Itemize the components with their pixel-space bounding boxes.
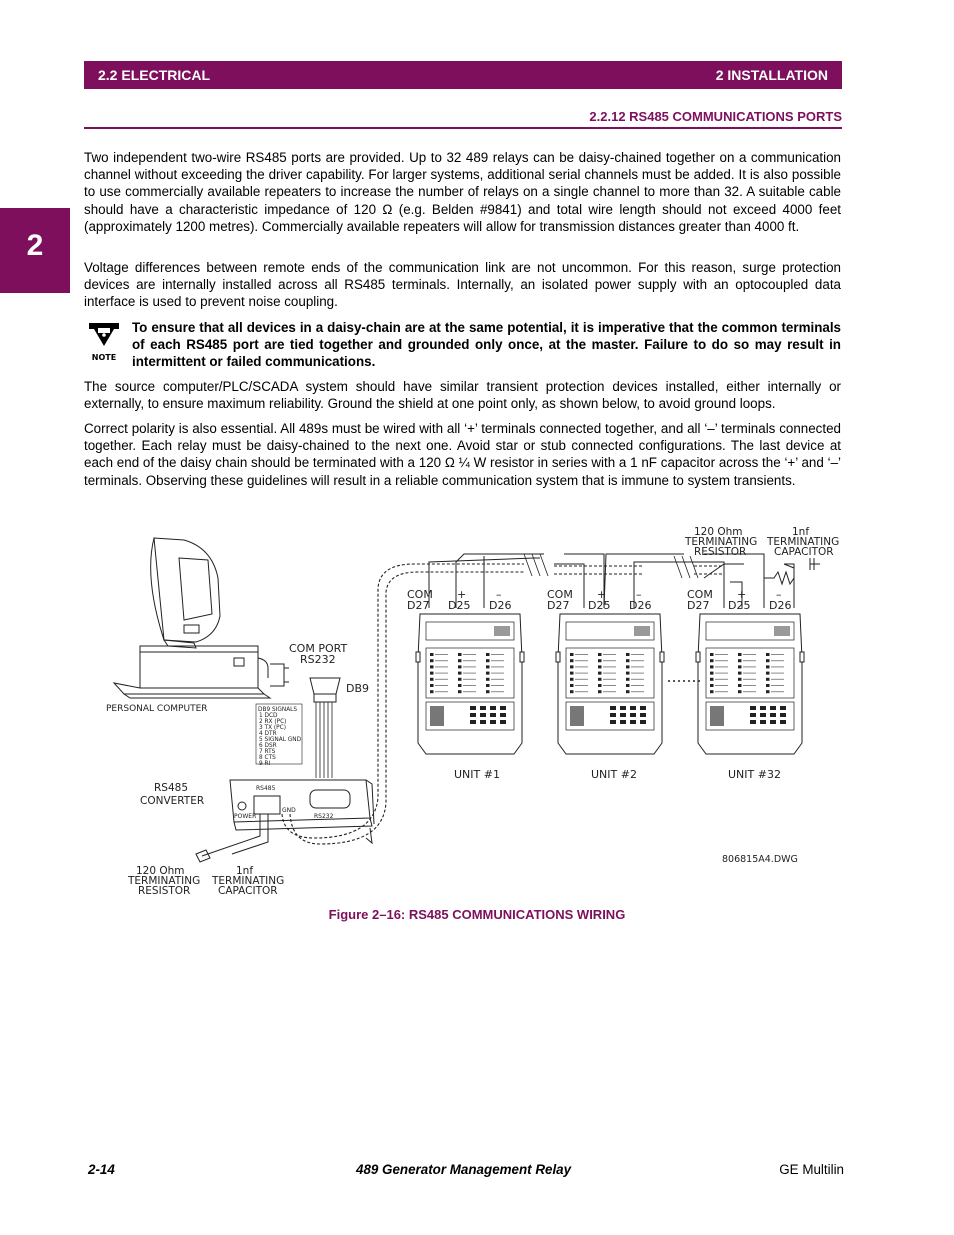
term-cap-left: CAPACITOR <box>218 885 278 897</box>
terminal-label: + <box>597 588 607 601</box>
paragraph-3: The source computer/PLC/SCADA system should have similar transient protection devices installed, either internally or externally, to ensure maximum reliability. Ground the shield at one point only, as shown below, to avoid ground loops. <box>84 379 841 412</box>
term-res-left: TERMINATING <box>128 875 201 887</box>
terminal-label: COM <box>407 588 433 601</box>
terminal-label: COM <box>547 588 573 601</box>
term-res-right: RESISTOR <box>694 546 747 558</box>
terminal-label: D27 <box>547 599 570 612</box>
terminal-label: D27 <box>687 599 710 612</box>
footer-title: 489 Generator Management Relay <box>356 1162 572 1177</box>
terminal-label: D26 <box>629 599 652 612</box>
relay-unit <box>547 588 664 754</box>
term-cap-right: TERMINATING <box>767 536 840 548</box>
signal-item: 5 SIGNAL GND <box>259 737 302 743</box>
signal-item: 7 RTS <box>259 749 276 755</box>
term-cap-left: TERMINATING <box>212 875 285 887</box>
signal-item: 8 CTS <box>259 755 276 761</box>
unit-label-1: UNIT #1 <box>454 768 500 781</box>
figure-caption: Figure 2–16: RS485 COMMUNICATIONS WIRING <box>328 907 626 922</box>
terminal-label: D25 <box>728 599 751 612</box>
footer-company: GE Multilin <box>779 1162 844 1177</box>
term-res-right: TERMINATING <box>685 536 758 548</box>
drawing-number: 806815A4.DWG <box>722 854 798 865</box>
rs485-wiring-diagram <box>84 518 842 903</box>
term-res-left: 120 Ohm <box>136 865 185 877</box>
section-header-bar <box>84 61 842 89</box>
label-db9: DB9 <box>346 682 370 695</box>
term-cap-right: 1nf <box>792 526 810 538</box>
terminal-label: + <box>737 588 747 601</box>
chapter-tab: 2 <box>0 208 70 293</box>
terminal-label: – <box>776 588 782 601</box>
unit-label-2: UNIT #2 <box>591 768 637 781</box>
terminal-label: – <box>636 588 642 601</box>
signal-item: 4 DTR <box>259 731 277 737</box>
subsection-title: 2.2.12 RS485 COMMUNICATIONS PORTS <box>589 109 842 124</box>
terminal-label: D26 <box>489 599 512 612</box>
term-cap-left: 1nf <box>236 865 254 877</box>
unit-label-32: UNIT #32 <box>728 768 781 781</box>
conv-rs485-label: RS485 <box>256 785 276 792</box>
signal-item: 9 RI <box>259 761 271 767</box>
signal-item: 6 DSR <box>259 743 277 749</box>
terminal-label: D27 <box>407 599 430 612</box>
terminal-label: D25 <box>448 599 471 612</box>
terminal-label: + <box>457 588 467 601</box>
signal-item: 1 DCD <box>259 713 278 719</box>
terminal-label: COM <box>687 588 713 601</box>
relay-unit <box>687 588 804 754</box>
paragraph-2: Voltage differences between remote ends of the communication link are not uncommon. For this reason, surge protection devices are internally installed across all RS485 terminals. Internally, an isolated power supply with an optocoupled data interface is used to prevent noise coupling. <box>84 260 841 310</box>
db9-connector <box>310 678 340 702</box>
section-title: 2.2 ELECTRICAL <box>98 67 211 83</box>
terminal-label: – <box>496 588 502 601</box>
label-personal-computer: PERSONAL COMPUTER <box>106 704 208 714</box>
label-rs485-converter: RS485 <box>154 782 189 794</box>
header-rule <box>84 127 842 129</box>
conv-power-label: POWER <box>234 813 257 820</box>
term-res-left: RESISTOR <box>138 885 191 897</box>
paragraph-1: Two independent two-wire RS485 ports are provided. Up to 32 489 relays can be daisy-chained together on a communication channel without exceeding the driver capability. For larger systems, additional serial channels must be added. It is also possible to use commercially available repeaters to increase the number of relays on a single channel to more than 32. A suitable cable should have a characteristic impedance of 120 Ω (e.g. Belden #9841) and total wire length should not exceed 4000 feet (approximately 1200 metres). Commercially available repeaters will allow for transmission distances greater than 4000 ft. <box>84 150 841 234</box>
term-res-right: 120 Ohm <box>694 526 743 538</box>
note-label: NOTE <box>91 353 117 362</box>
note-text: To ensure that all devices in a daisy-chain are at the same potential, it is imperative that the common terminals of each RS485 port are tied together and grounded only once, at the master. Failure to do so may result in intermittent or failed communications. <box>132 320 841 370</box>
terminal-label: D25 <box>588 599 611 612</box>
terminal-label: D26 <box>769 599 792 612</box>
rs485-converter <box>230 780 374 830</box>
note-icon <box>86 320 122 362</box>
label-rs485-converter: CONVERTER <box>140 795 205 807</box>
signal-item: 2 RX (PC) <box>259 719 287 725</box>
conv-gnd-label: GND <box>282 807 296 814</box>
chapter-title: 2 INSTALLATION <box>715 67 828 83</box>
term-cap-right: CAPACITOR <box>774 546 834 558</box>
label-rs232: RS232 <box>300 653 336 666</box>
relay-unit <box>407 588 524 754</box>
footer-page-number: 2-14 <box>88 1162 115 1177</box>
conv-rs232-label: RS232 <box>314 813 334 820</box>
signals-title: DB9 SIGNALS <box>258 707 298 713</box>
personal-computer <box>114 538 270 698</box>
signal-item: 3 TX (PC) <box>259 725 286 731</box>
paragraph-4: Correct polarity is also essential. All 489s must be wired with all ‘+’ terminals connected together, and all ‘–’ terminals connected together. Each relay must be daisy-chained to the next one. Avoid star or stub connected configurations. The last device at each end of the daisy chain should be terminated with a 120 Ω ¼ W resistor in series with a 1 nF capacitor across the ‘+’ and ‘–’ terminals. Observing these guidelines will result in a reliable communication system that is immune to system transients. <box>84 421 841 488</box>
label-com-port: COM PORT <box>289 642 348 655</box>
